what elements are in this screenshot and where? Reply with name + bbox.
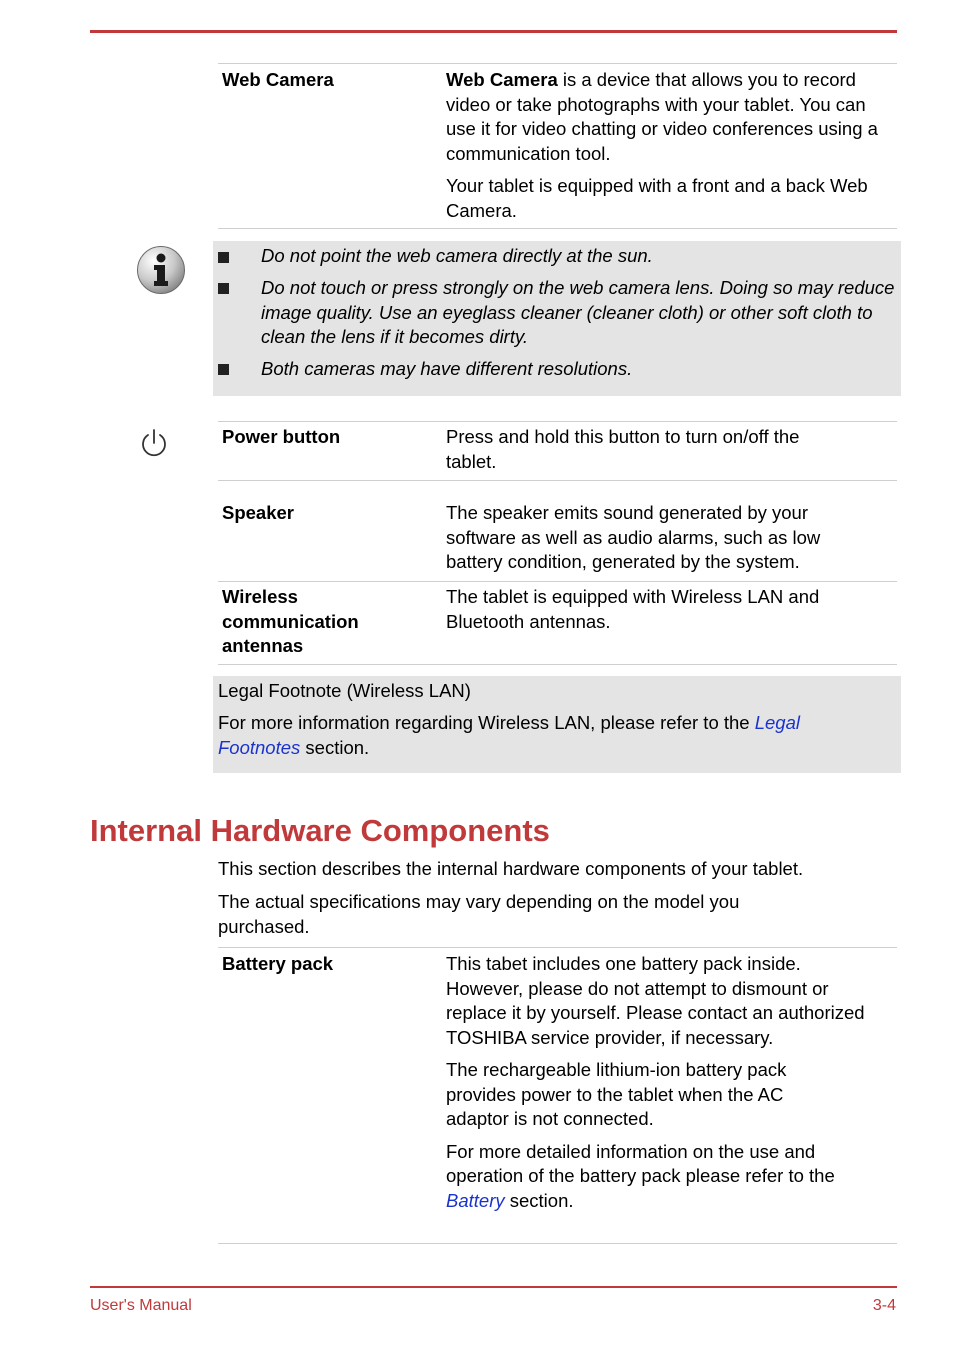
legal-text-before: For more information regarding Wireless LAN, please refer to the [218, 712, 755, 733]
bottom-rule [90, 1286, 897, 1288]
battery-link[interactable]: Battery [446, 1189, 505, 1211]
table-divider [218, 1243, 897, 1244]
desc-web-camera-p2: Your tablet is equipped with a front and a back Web Camera. [446, 175, 868, 221]
battery-p3-text: For more detailed information on the use and operation of the battery pack please refer to the [446, 1140, 835, 1186]
table-divider [218, 947, 897, 948]
desc-battery-pack [446, 952, 876, 1213]
section-heading: Internal Hardware Components [90, 813, 550, 848]
bullet-icon [218, 252, 229, 263]
table-divider [218, 664, 897, 665]
caution-box [213, 241, 901, 396]
power-icon [139, 428, 169, 460]
term-speaker: Speaker [222, 502, 294, 523]
battery-p2: The rechargeable lithium-ion battery pack provides power to the tablet when the AC adaptor is not connected. [446, 1059, 787, 1129]
caution-item: Do not touch or press strongly on the web camera lens. Doing so may reduce image quality. Use an eyeglass cleaner (cleaner cloth) or other soft cloth to clean the lens if it becomes dirty. [261, 277, 895, 347]
desc-speaker: The speaker emits sound generated by your software as well as audio alarms, such as low battery condition, generated by the system. [446, 502, 821, 572]
intro-line: purchased. [218, 915, 310, 937]
section-intro: This section describes the internal hardware components of your tablet. [218, 858, 804, 879]
table-divider [218, 421, 897, 422]
term-line: communication [222, 610, 359, 632]
table-divider [218, 63, 897, 64]
desc-wireless-antennas: The tablet is equipped with Wireless LAN and Bluetooth antennas. [446, 586, 820, 632]
term-line: Wireless [222, 586, 298, 607]
table-divider [218, 581, 897, 582]
desc-web-camera-bold: Web Camera [446, 69, 558, 90]
desc-power-button: Press and hold this button to turn on/off the tablet. [446, 426, 800, 472]
legal-footnotes-link[interactable]: Legal [754, 712, 800, 733]
legal-footnote-text [218, 711, 893, 760]
footer-title: User's Manual [90, 1297, 192, 1314]
top-rule [90, 30, 897, 33]
term-wireless-antennas [222, 585, 432, 659]
term-power-button: Power button [222, 426, 341, 447]
table-divider [218, 480, 897, 481]
bullet-icon [218, 283, 229, 294]
term-line: antennas [222, 635, 304, 656]
intro-line: The actual specifications may vary depending on the model you [218, 891, 740, 912]
legal-text-after: section. [300, 736, 370, 758]
bullet-icon [218, 364, 229, 375]
table-divider [218, 228, 897, 229]
term-battery-pack: Battery pack [222, 953, 334, 974]
battery-p3-after: section. [504, 1189, 574, 1211]
term-web-camera: Web Camera [222, 69, 334, 90]
desc-web-camera [446, 68, 886, 223]
legal-footnote-box [213, 676, 901, 773]
legal-footnote-title: Legal Footnote (Wireless LAN) [218, 680, 471, 701]
page-number: 3-4 [872, 1297, 896, 1314]
section-intro-2 [218, 890, 878, 939]
caution-item: Do not point the web camera directly at the sun. [261, 245, 653, 266]
info-icon [136, 245, 186, 295]
desc-web-camera-text: is a device that allows you to record video or take photographs with your tablet. You can use it for video chatting or video conferences using a communication tool. [446, 69, 878, 164]
caution-item: Both cameras may have different resolutions. [261, 358, 633, 379]
legal-footnotes-link[interactable]: Footnotes [218, 736, 301, 758]
battery-p1: This tabet includes one battery pack inside. However, please do not attempt to dismount or replace it by yourself. Please contact an authorized TOSHIBA service provider, if necessary. [446, 953, 865, 1048]
